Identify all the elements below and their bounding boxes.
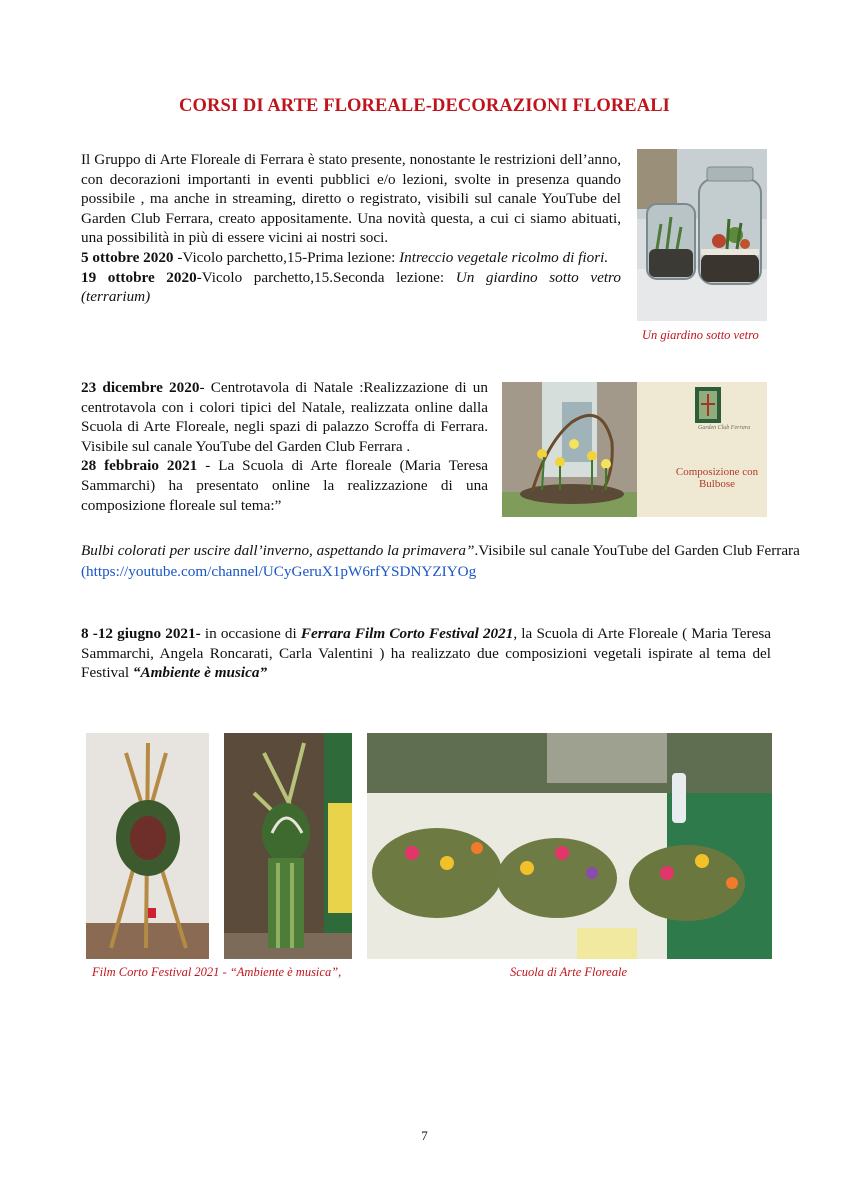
festival-caption-left: Film Corto Festival 2021 - “Ambiente è musica”,: [92, 965, 342, 979]
date-giugno: 8 -12 giugno 2021-: [81, 625, 201, 642]
bulbi-topic: Bulbi colorati per uscire dall’inverno, aspettando la primavera”: [81, 542, 475, 559]
lesson1-text: -Vicolo parchetto,15-Prima lezione:: [173, 248, 400, 266]
section-festival: [81, 624, 771, 683]
section-natale: [81, 378, 488, 515]
lesson1-topic: Intreccio vegetale ricolmo di fiori.: [399, 248, 609, 266]
page-number: 7: [421, 1128, 428, 1143]
bulbi-youtube-text: .Visibile sul canale YouTube del Garden Club Ferrara: [474, 542, 800, 559]
date-23-dicembre: 23 dicembre 2020: [81, 379, 200, 396]
lesson2-text: -Vicolo parchetto,15.Seconda lezione:: [196, 268, 456, 286]
page-title: CORSI DI ARTE FLOREALE-DECORAZIONI FLOREALI: [179, 96, 670, 116]
card-logo-text: Garden Club Ferrara: [698, 425, 751, 431]
terrarium-caption: Un giardino sotto vetro: [642, 328, 759, 342]
festival-theme: “Ambiente è musica”: [132, 664, 268, 682]
bulbi-text: - La Scuola di Arte floreale (Maria Teresa Sammarchi) ha presentato online la realizzazione di una composizione floreale sul tema:”: [81, 457, 488, 514]
festival-text1: in occasione di: [200, 625, 301, 642]
festival-photo-right: [367, 733, 772, 959]
festival-text2: , la Scuola di Arte Floreale ( Maria Teresa Sammarchi, Angela Roncarati, Carla Valentini ) ha realizzato due composizioni vegetali ispirate al tema del Festival: [81, 625, 771, 682]
terrarium-photo: [637, 149, 767, 321]
festival-name: Ferrara Film Corto Festival 2021: [300, 625, 514, 642]
date-28-febbraio: 28 febbraio 2021: [81, 457, 198, 475]
natale-text: - Centrotavola di Natale :Realizzazione di un centrotavola con i colori tipici del Natale, realizzata online dalla Scuola di Arte Floreale, negli spazi di palazzo Scroffa di Ferrara. Visibile sul canale YouTube del Garden Club Ferrara .: [81, 379, 488, 455]
festival-photo-middle: [224, 733, 352, 959]
date-19-ottobre: 19 ottobre 2020: [81, 268, 197, 286]
section-terrarium: [81, 150, 621, 307]
date-5-ottobre: 5 ottobre 2020: [81, 248, 174, 266]
youtube-channel-link[interactable]: (https://youtube.com/channel/UCyGeruX1pW6rfYSDNYZIYOg: [81, 563, 477, 580]
card-title: Composizione con Bulbose: [675, 466, 759, 490]
bulbose-photo: [502, 382, 767, 517]
intro-text: Il Gruppo di Arte Floreale di Ferrara è stato presente, nonostante le restrizioni dell’anno, con decorazioni importanti in eventi pubblici e/o lezioni, svolte in presenza quando possibile , ma anche in streaming, diretto o registrato, visibili sul canale YouTube del Garden Club Ferrara, creato appositamente. Una novità questa, a cui ci siamo abituati, una possibilità in più di essere vicini ai nostri soci.: [81, 151, 621, 247]
festival-photo-left: [86, 733, 209, 959]
lesson2-topic: Un giardino sotto vetro (terrarium): [81, 268, 621, 306]
bulbi-continuation: [81, 541, 800, 561]
festival-caption-right: Scuola di Arte Floreale: [510, 965, 627, 979]
